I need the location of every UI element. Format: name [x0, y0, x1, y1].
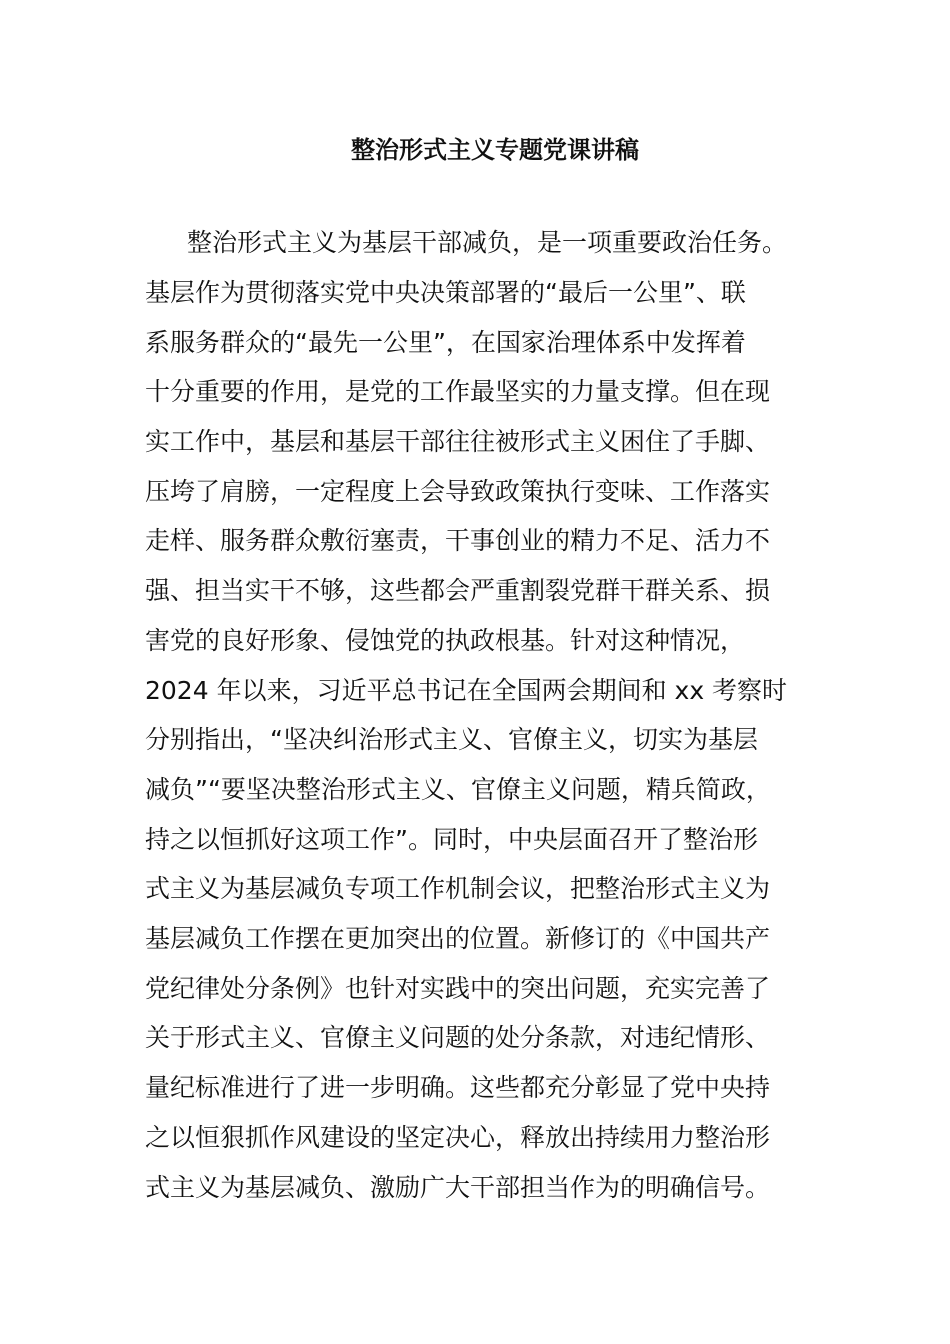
paragraph-line: 强、担当实干不够，这些都会严重割裂党群干群关系、损: [145, 576, 771, 605]
paragraph-line: 式主义为基层减负专项工作机制会议，把整治形式主义为: [145, 874, 771, 903]
paragraph-line: 持之以恒抓好这项工作”。同时，中央层面召开了整治形: [145, 825, 758, 854]
paragraph-line: 十分重要的作用，是党的工作最坚实的力量支撑。但在现: [145, 377, 771, 406]
paragraph-line: 压垮了肩膀，一定程度上会导致政策执行变味、工作落实: [145, 477, 771, 506]
paragraph-line: 害党的良好形象、侵蚀党的执政根基。针对这种情况，: [145, 626, 746, 655]
paragraph-line: 实工作中，基层和基层干部往往被形式主义困住了手脚、: [145, 427, 771, 456]
paragraph-line: 2024 年以来，习近平总书记在全国两会期间和 xx 考察时: [145, 676, 788, 705]
paragraph-line: 量纪标准进行了进一步明确。这些都充分彰显了党中央持: [145, 1073, 771, 1102]
document-title: 整治形式主义专题党课讲稿: [351, 136, 639, 164]
paragraph-line: 走样、服务群众敷衍塞责，干事创业的精力不足、活力不: [145, 526, 771, 555]
paragraph-line: 系服务群众的“最先一公里”，在国家治理体系中发挥着: [145, 328, 746, 357]
paragraph-line: 党纪律处分条例》也针对实践中的突出问题，充实完善了: [145, 974, 771, 1003]
paragraph-line: 整治形式主义为基层干部减负，是一项重要政治任务。: [187, 228, 788, 257]
paragraph-line: 式主义为基层减负、激励广大干部担当作为的明确信号。: [145, 1173, 771, 1202]
paragraph-line: 分别指出，“坚决纠治形式主义、官僚主义，切实为基层: [145, 725, 758, 754]
paragraph-line: 减负”“要坚决整治形式主义、官僚主义问题，精兵简政，: [145, 775, 771, 804]
paragraph-line: 之以恒狠抓作风建设的坚定决心，释放出持续用力整治形: [145, 1123, 771, 1152]
paragraph-line: 基层减负工作摆在更加突出的位置。新修订的《中国共产: [145, 924, 771, 953]
paragraph-line: 基层作为贯彻落实党中央决策部署的“最后一公里”、联: [145, 278, 746, 307]
paragraph-line: 关于形式主义、官僚主义问题的处分条款，对违纪情形、: [145, 1023, 771, 1052]
